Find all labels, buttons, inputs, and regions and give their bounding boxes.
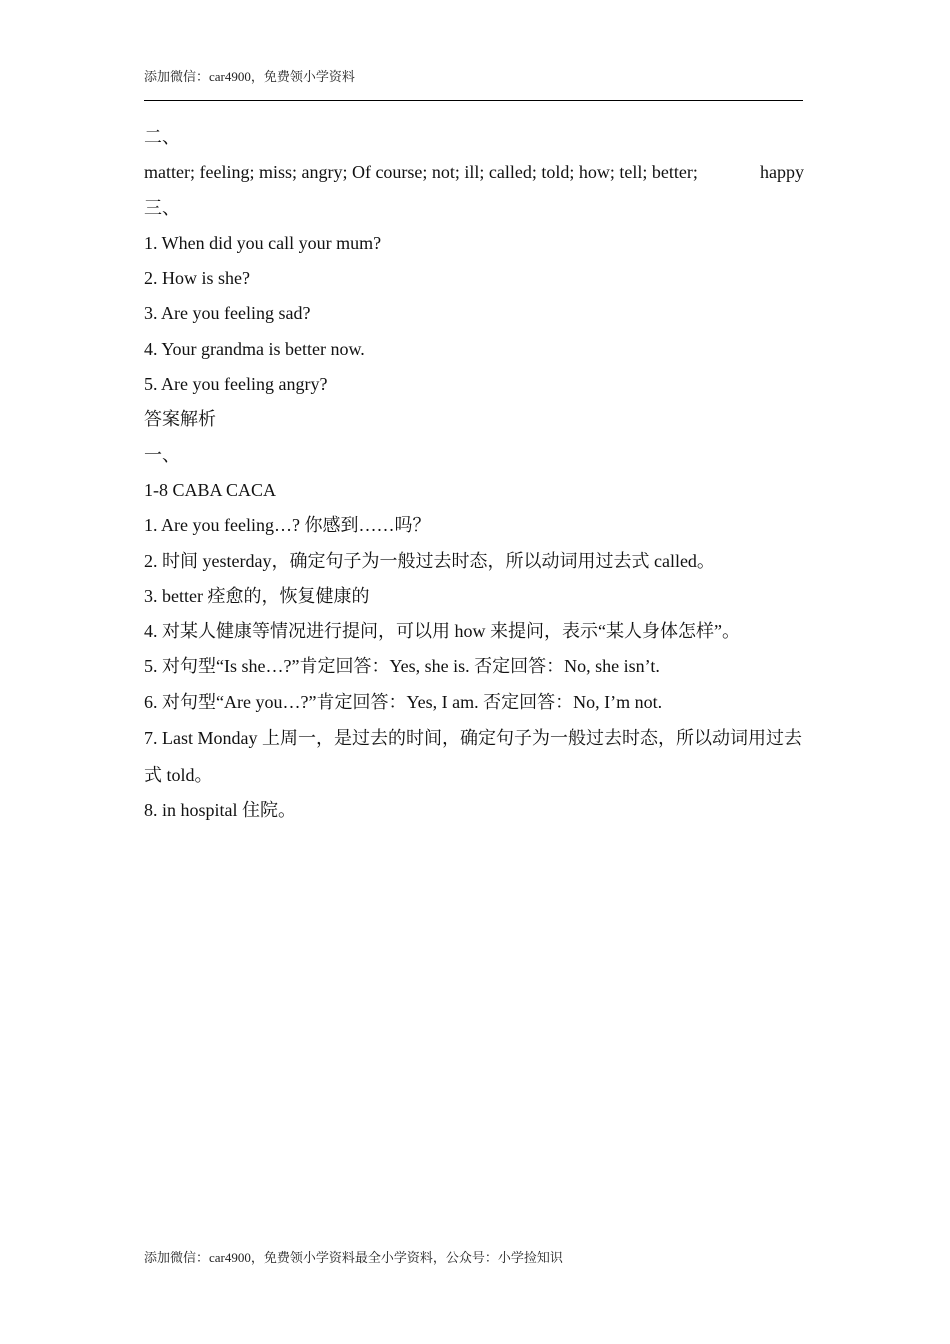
explanation-item: 3. better 痊愈的，恢复健康的 — [144, 585, 370, 606]
section-3-item: 5. Are you feeling angry? — [144, 374, 328, 395]
explanation-item: 8. in hospital 住院。 — [144, 800, 296, 821]
section-1-answers: 1-8 CABA CACA — [144, 479, 277, 500]
answer-content — [144, 120, 804, 828]
analysis-heading: 答案解析 — [144, 409, 216, 430]
explanation-item: 4. 对某人健康等情况进行提问，可以用 how 来提问，表示“某人身体怎样”。 — [144, 621, 740, 642]
section-3-item: 4. Your grandma is better now. — [144, 338, 365, 359]
explanation-item: 5. 对句型“Is she…?”肯定回答：Yes, she is. 否定回答：No, she isn’t. — [144, 656, 660, 677]
explanation-item: 1. Are you feeling…? 你感到……吗？ — [144, 515, 431, 536]
explanation-item: 7. Last Monday 上周一，是过去的时间，确定句子为一般过去时态，所以动词用过去式 told。 — [144, 728, 802, 785]
section-3-item: 1. When did you call your mum? — [144, 232, 382, 253]
section-3-heading: 三、 — [144, 197, 180, 218]
section-2-words: matter; feeling; miss; angry; Of course; not; ill; called; told; how; tell; better; — [144, 162, 698, 183]
section-2-heading: 二、 — [144, 127, 180, 147]
explanation-item: 2. 时间 yesterday，确定句子为一般过去时态，所以动词用过去式 called。 — [144, 550, 715, 571]
page-footer: 添加微信：car4900，免费领小学资料最全小学资料，公众号：小学捡知识 — [144, 1250, 563, 1265]
section-2-last-word: happy — [760, 162, 804, 183]
explanation-item: 6. 对句型“Are you…?”肯定回答：Yes, I am. 否定回答：No, I’m not. — [144, 691, 663, 712]
section-3-item: 2. How is she? — [144, 268, 250, 289]
section-1-heading: 一、 — [144, 444, 180, 465]
section-3-item: 3. Are you feeling sad? — [144, 303, 311, 324]
page-header: 添加微信：car4900，免费领小学资料 — [144, 69, 355, 84]
section-2-word-list — [144, 155, 804, 190]
header-divider — [144, 100, 803, 101]
